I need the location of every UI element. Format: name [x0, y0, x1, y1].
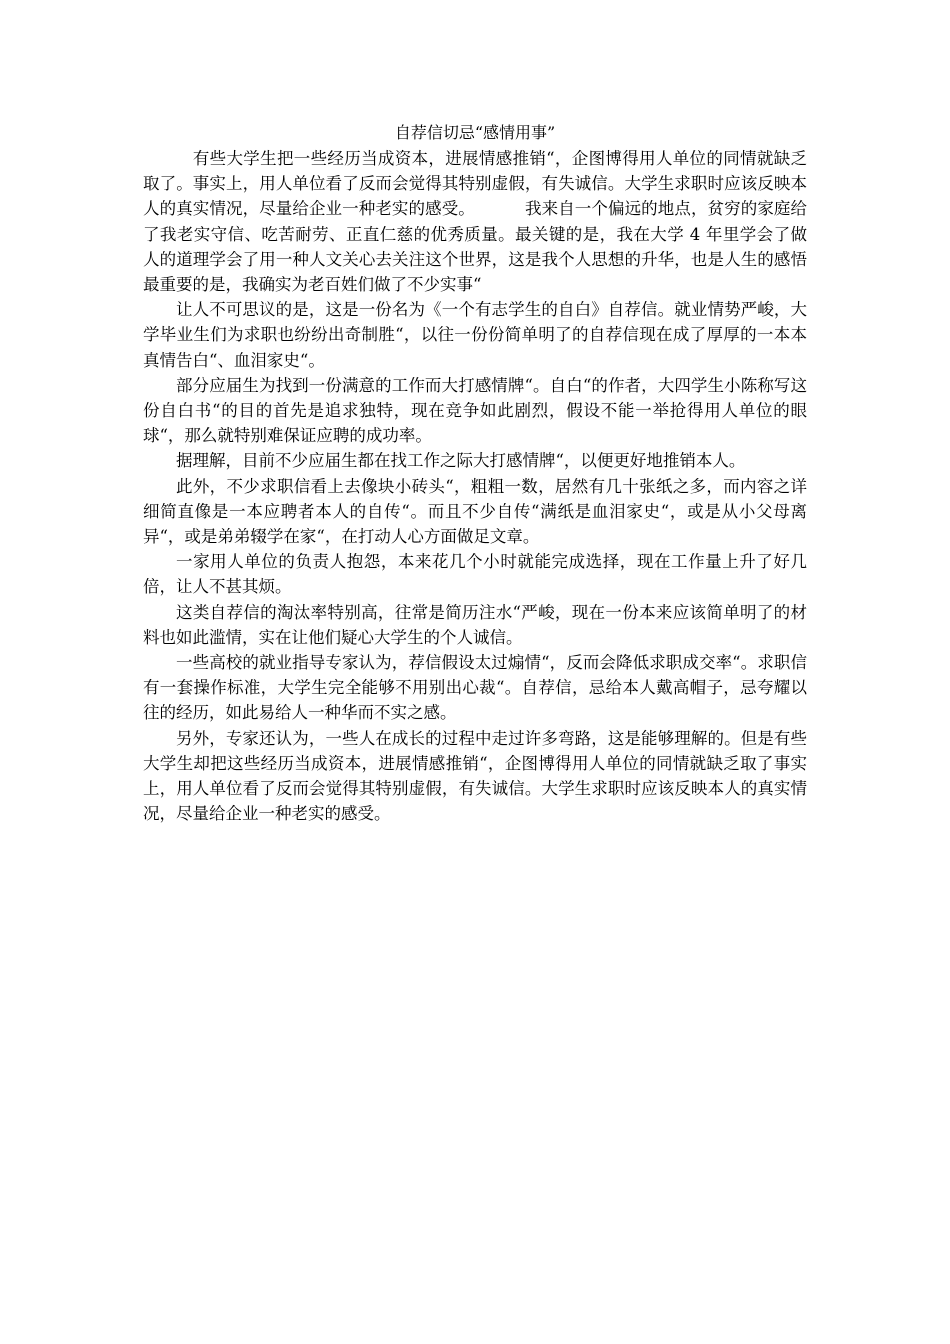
- document-body: [143, 121, 807, 826]
- paragraph-1: [143, 146, 807, 297]
- paragraph-7: 这类自荐信的淘汰率特别高，往常是简历注水“严峻，现在一份本来应该简单明了的材料也如此滥情，实在让他们疑心大学生的个人诚信。: [143, 602, 807, 647]
- paragraph-8: 一些高校的就业指导专家认为，荐信假设太过煽情“，反而会降低求职成交率“。求职信有一套操作标准，大学生完全能够不用别出心裁“。自荐信，忌给本人戴高帽子，忌夸耀以往的经历，如此易给人一种华而不实之感。: [143, 653, 807, 723]
- paragraph-2: 让人不可思议的是，这是一份名为《一个有志学生的自白》自荐信。就业情势严峻，大学毕业生们为求职也纷纷出奇制胜“，以往一份份简单明了的自荐信现在成了厚厚的一本本真情告白“、血泪家史“。: [143, 300, 807, 370]
- paragraph-4: 据理解，目前不少应届生都在找工作之际大打感情牌“，以便更好地推销本人。: [176, 451, 746, 471]
- paragraph-1-lead: 有些大学生把一些经历当成资本，进展情感推销“，企图博得用人单位的同情就缺乏取了。事实上，用人单位看了反而会觉得其特别虚假，有失诚信。大学生求职时应该反映本人的真实情况，尽量给企业一种老实的感受。: [143, 149, 807, 219]
- paragraph-3: 部分应届生为找到一份满意的工作而大打感情牌“。自白“的作者，大四学生小陈称写这份自白书“的目的首先是追求独特，现在竞争如此剧烈，假设不能一举抢得用人单位的眼球“，那么就特别难保证应聘的成功率。: [143, 375, 807, 446]
- paragraph-6: 一家用人单位的负责人抱怨，本来花几个小时就能完成选择，现在工作量上升了好几倍，让人不甚其烦。: [143, 552, 807, 597]
- document-title: 自荐信切忌“感情用事”: [394, 123, 556, 142]
- paragraph-5: 此外，不少求职信看上去像块小砖头“，粗粗一数，居然有几十张纸之多，而内容之详细简直像是一本应聘者本人的自传“。而且不少自传“满纸是血泪家史“，或是从小父母离异“，或是弟弟辍学在家“，在打动人心方面做足文章。: [143, 476, 807, 547]
- paragraph-1-tail: 我来自一个偏远的地点，贫穷的家庭给了我老实守信、吃苦耐劳、正直仁慈的优秀质量。最关键的是，我在大学 4 年里学会了做人的道理学会了用一种人文关心去关注这个世界，这是我个人思想的升华，也是人生的感悟最重要的是，我确实为老百姓们做了不少实事“: [143, 199, 808, 295]
- paragraph-9: 另外，专家还认为，一些人在成长的过程中走过许多弯路，这是能够理解的。但是有些大学生却把这些经历当成资本，进展情感推销“，企图博得用人单位的同情就缺乏取了事实上，用人单位看了反而会觉得其特别虚假，有失诚信。大学生求职时应该反映本人的真实情况，尽量给企业一种老实的感受。: [143, 728, 807, 824]
